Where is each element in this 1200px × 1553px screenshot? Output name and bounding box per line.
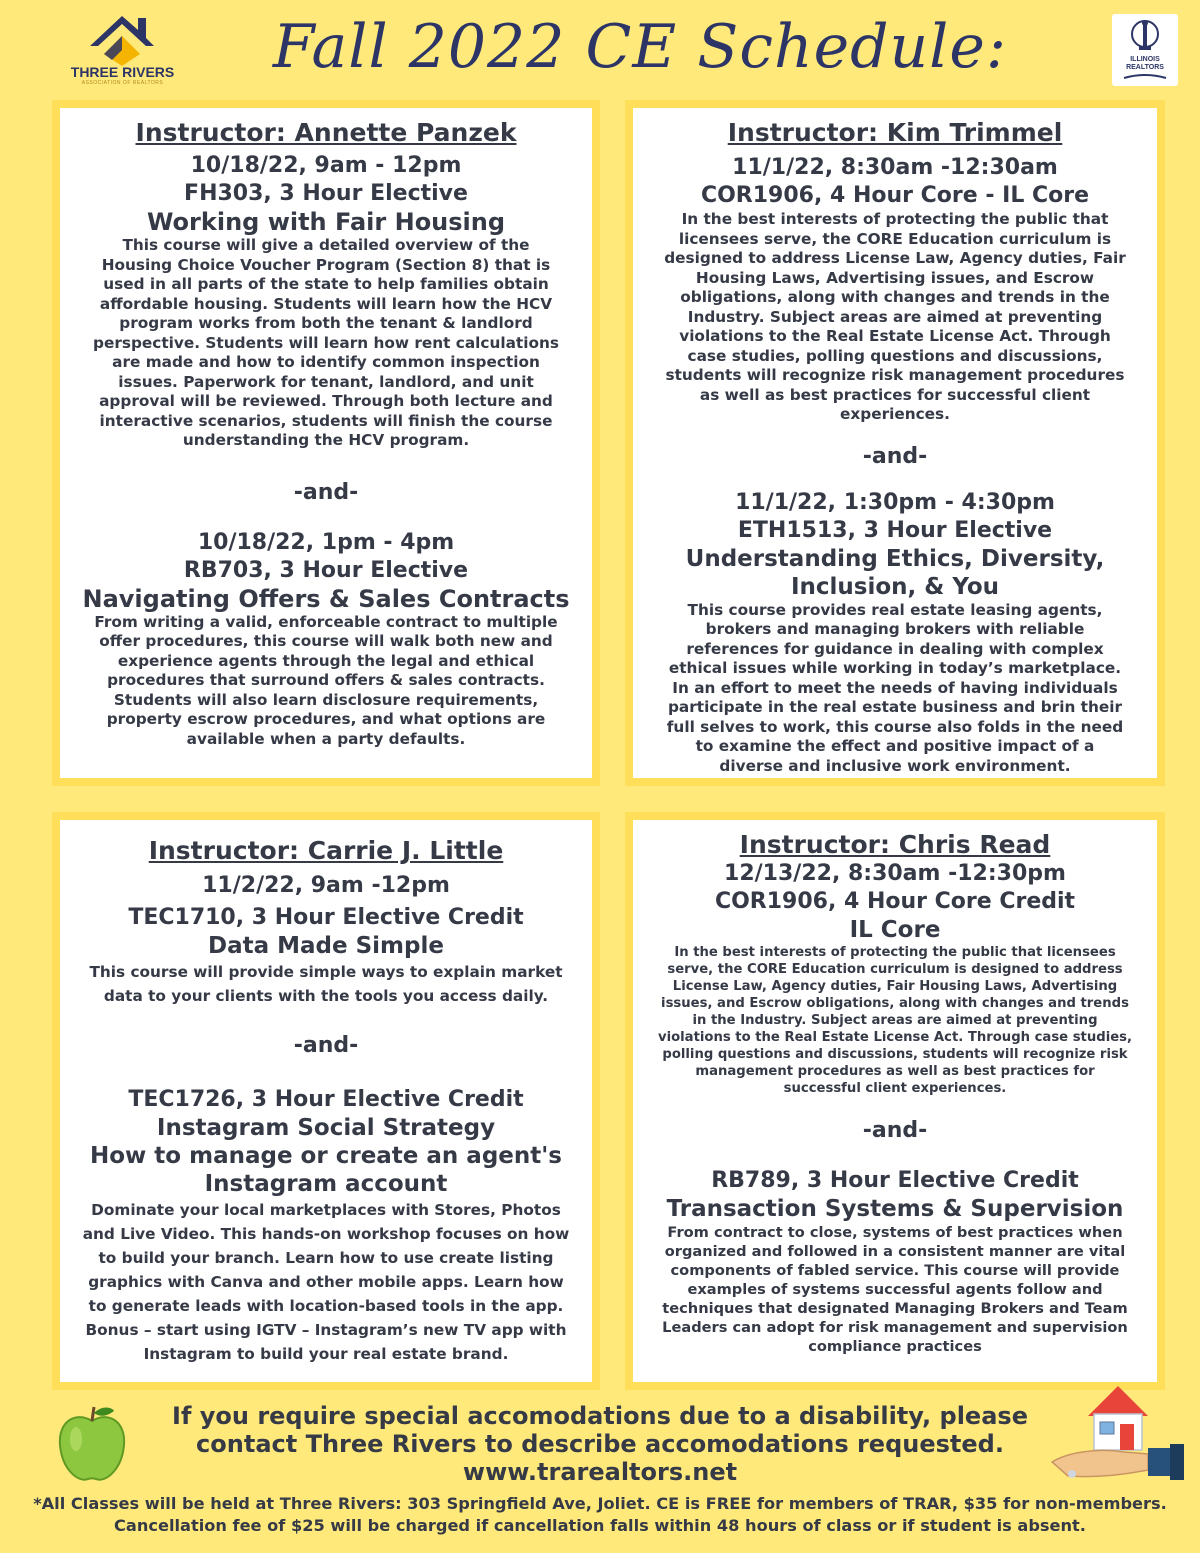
course-title: Navigating Offers & Sales Contracts	[82, 584, 570, 613]
course-datetime: 11/1/22, 8:30am -12:30am	[732, 155, 1058, 180]
house-in-hand-icon	[1048, 1378, 1188, 1486]
notice-line-1: If you require special accomodations due to a disability, please	[172, 1402, 1028, 1430]
course-datetime: 10/18/22, 1pm - 4pm	[197, 529, 455, 555]
course-panel-trimmel	[625, 100, 1165, 786]
location-fee-line: *All Classes will be held at Three Rivers: 303 Springfield Ave, Joliet. CE is FREE for members of TRAR, $35 for non-members.	[33, 1494, 1167, 1513]
course-title: Transaction Systems & Supervision	[666, 1196, 1124, 1222]
course-title: IL Core	[849, 917, 941, 943]
course-datetime: 11/1/22, 1:30pm - 4:30pm	[735, 489, 1055, 515]
swoosh-icon	[1122, 74, 1168, 80]
instructor-name: Instructor: Carrie J. Little	[148, 836, 504, 865]
and-separator: -and-	[293, 1033, 359, 1058]
course-description: Dominate your local marketplaces with Stores, Photos and Live Video. This hands-on workshop focuses on how to build your branch. Learn how to use create listing graphics with Canva and other mobile apps. Learn how to generate leads with location-based tools in the app. Bonus – start using IGTV – Instagram’s new TV app with Instagram to build your real estate brand.	[82, 1201, 570, 1363]
three-rivers-logo	[60, 10, 185, 85]
course-code: RB789, 3 Hour Elective Credit	[711, 1168, 1079, 1193]
course-code: TEC1726, 3 Hour Elective Credit	[128, 1087, 524, 1112]
logo-name: THREE RIVERS	[70, 64, 175, 80]
instructor-name: Instructor: Chris Read	[739, 830, 1051, 859]
course-code: COR1906, 4 Hour Core - IL Core	[700, 183, 1090, 208]
course-description: In the best interests of protecting the public that licensees serve, the CORE Education curriculum is designed to address License Law, Agency duties, Fair Housing Laws, Advertising issues, and Escrow obligations, along with changes and trends in the Industry. Subject areas are aimed at preventing violations to the Real Estate License Act. Through case studies, polling questions and discussions, students will recognize risk management procedures as well as best practices for successful client experiences.	[664, 210, 1126, 423]
course-datetime: 10/18/22, 9am - 12pm	[190, 153, 462, 178]
logo-line-2: REALTORS	[1126, 64, 1164, 71]
and-separator: -and-	[862, 443, 928, 469]
apple-icon	[56, 1403, 128, 1485]
course-code: RB703, 3 Hour Elective	[183, 557, 469, 583]
course-title: Instagram account	[204, 1171, 448, 1197]
illinois-realtors-logo	[1112, 14, 1178, 86]
course-title: Data Made Simple	[208, 933, 444, 959]
notice-line-2: contact Three Rivers to describe accomodations requested.	[196, 1430, 1004, 1458]
course-panel-little	[52, 812, 600, 1390]
course-description: In the best interests of protecting the public that licensees serve, the CORE Education curriculum is designed to address License Law, Agency duties, Fair Housing Laws, Advertising issues, and Escrow obligations, along with changes and trends in the Industry. Subject areas are aimed at preventing violations to the Real Estate License Act. Through case studies, polling questions and discussions, students will recognize risk management procedures as well as best practices for successful client experiences.	[657, 945, 1133, 1096]
course-title: Working with Fair Housing	[146, 208, 506, 236]
logo-line-1: ILLINOIS	[1130, 56, 1160, 63]
course-panel-panzek	[52, 100, 600, 786]
logo-tagline: ASSOCIATION OF REALTORS	[81, 80, 164, 86]
course-description: This course will provide simple ways to explain market data to your clients with the tools you access daily.	[89, 963, 563, 1005]
course-datetime: 12/13/22, 8:30am -12:30pm	[724, 861, 1066, 886]
and-separator: -and-	[293, 479, 359, 505]
cancellation-line: Cancellation fee of $25 will be charged if cancellation falls within 48 hours of class or if student is absent.	[114, 1516, 1086, 1535]
website-link[interactable]: www.trarealtors.net	[462, 1458, 738, 1486]
course-description: This course will give a detailed overview of the Housing Choice Voucher Program (Section 8) that is used in all parts of the state to help families obtain affordable housing. Students will learn how the HCV program works from both the tenant & landlord perspective. Students will learn how rent calculations are made and how to identify common inspection issues. Paperwork for tenant, landlord, and unit approval will be reviewed. Through both lecture and interactive scenarios, students will finish the course understanding the HCV program.	[93, 236, 559, 449]
course-description: This course provides real estate leasing agents, brokers and managing brokers with reliable references for guidance in dealing with complex ethical issues while working in today’s marketplace. In an effort to meet the needs of having individuals participate in the real estate business and brin their full selves to work, this course also folds in the need to examine the effect and positive impact of a diverse and inclusive work environment.	[666, 600, 1124, 775]
statue-emblem-icon	[1130, 18, 1160, 54]
course-description: From contract to close, systems of best practices when organized and followed in a consistent manner are vital components of fabled service. This course will provide examples of systems successful agents follow and techniques that designated Managing Brokers and Team Leaders can adopt for risk management and supervision compliance practices	[662, 1224, 1128, 1355]
house-roof-icon	[82, 10, 162, 66]
course-title: Understanding Ethics, Diversity,	[685, 545, 1105, 572]
course-code: FH303, 3 Hour Elective	[184, 181, 468, 206]
page-header	[0, 0, 1200, 90]
course-code: COR1906, 4 Hour Core Credit	[714, 889, 1076, 914]
class-location-note	[0, 1493, 1200, 1537]
page-title: Fall 2022 CE Schedule:	[272, 12, 1008, 82]
course-code: ETH1513, 3 Hour Elective	[737, 517, 1053, 543]
and-separator: -and-	[862, 1118, 928, 1143]
instructor-name: Instructor: Kim Trimmel	[727, 118, 1063, 147]
course-description: From writing a valid, enforceable contract to multiple offer procedures, this course will walk both new and experience agents through the legal and ethical procedures that surround offers & sales contracts. Students will also learn disclosure requirements, property escrow procedures, and what options are available when a party defaults.	[94, 612, 558, 748]
course-panel-read	[625, 812, 1165, 1390]
course-code: TEC1710, 3 Hour Elective Credit	[128, 905, 524, 930]
course-title: Instagram Social Strategy	[156, 1115, 496, 1141]
course-datetime: 11/2/22, 9am -12pm	[202, 873, 450, 898]
instructor-name: Instructor: Annette Panzek	[135, 118, 517, 147]
accommodations-notice	[140, 1402, 1060, 1486]
course-title: How to manage or create an agent's	[90, 1143, 562, 1169]
course-title: Inclusion, & You	[790, 573, 1000, 600]
